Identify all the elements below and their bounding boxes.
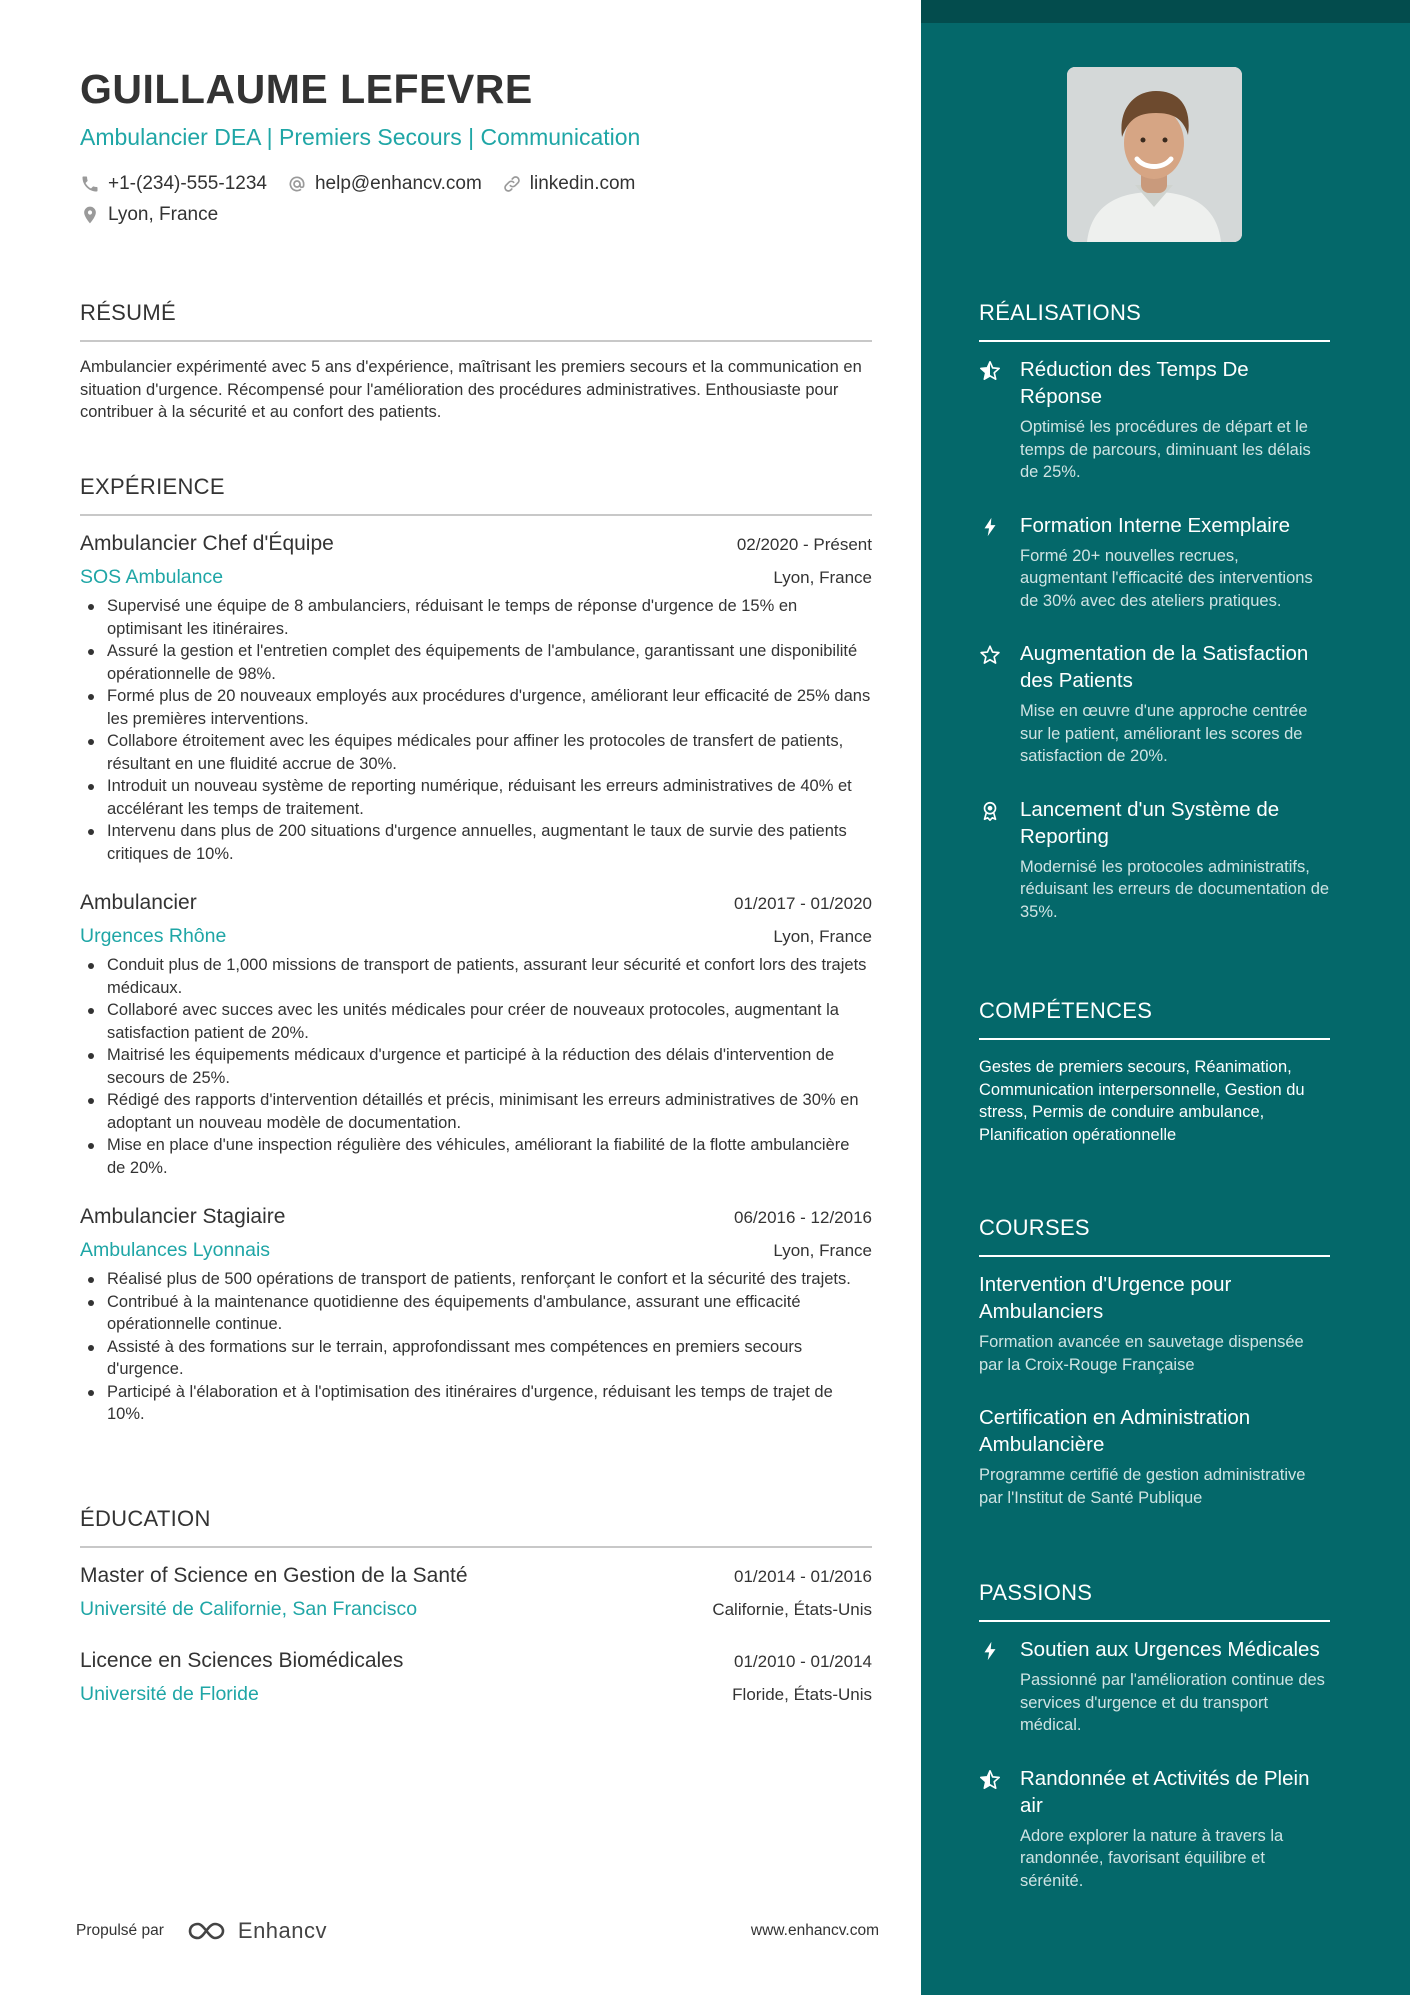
courses-title: COURSES: [979, 1215, 1330, 1257]
achievement-title: Formation Interne Exemplaire: [1020, 513, 1291, 537]
link-icon: [502, 174, 522, 194]
passion-desc: Adore explorer la nature à travers la randonnée, favorisant équilibre et sérénité.: [1020, 1826, 1284, 1890]
summary-title: RÉSUMÉ: [80, 300, 872, 342]
course-desc: Formation avancée en sauvetage dispensée par la Croix-Rouge Française: [979, 1333, 1304, 1374]
award-icon: [979, 800, 1001, 822]
achievement-title: Réduction des Temps De Réponse: [1020, 358, 1249, 408]
skills-title: COMPÉTENCES: [979, 998, 1330, 1040]
contact-info: [80, 170, 880, 232]
achievement-item: [979, 512, 1330, 613]
contact-location: [80, 204, 218, 226]
phone-text: +1-(234)-555-1234: [108, 173, 267, 194]
job-date: 02/2020 - Présent: [736, 535, 872, 554]
degree-date: 01/2010 - 01/2014: [733, 1652, 872, 1671]
job-company: Urgences Rhône: [80, 925, 227, 947]
email-text: help@enhancv.com: [314, 173, 482, 194]
enhancv-logo-icon: [184, 1919, 230, 1943]
passion-item: [979, 1765, 1330, 1893]
bullet-item: Introduit un nouveau système de reporting numérique, réduisant les erreurs administratives de 40% et accélérant les temps de traitement.: [80, 775, 872, 820]
course-item: [979, 1404, 1330, 1509]
achievement-item: [979, 356, 1330, 484]
achievement-desc: Optimisé les procédures de départ et le temps de parcours, diminuant les délais de 25%.: [1020, 418, 1311, 481]
star-half-icon: [979, 360, 1001, 382]
sidebar-top-band: [921, 0, 1410, 23]
education-section: [80, 1506, 872, 1706]
job-location: Lyon, France: [773, 927, 872, 946]
passions-title: PASSIONS: [979, 1580, 1330, 1622]
passion-item: [979, 1636, 1330, 1737]
course-desc: Programme certifié de gestion administrative par l'Institut de Santé Publique: [979, 1466, 1306, 1507]
powered-by: [76, 1918, 327, 1944]
bullet-item: Participé à l'élaboration et à l'optimisation des itinéraires d'urgence, réduisant les temps de trajet de 10%.: [80, 1381, 872, 1426]
achievement-title: Augmentation de la Satisfaction des Patients: [1020, 642, 1309, 692]
achievement-item: [979, 796, 1330, 924]
bullet-item: Collaboré avec succes avec les unités médicales pour créer de nouveaux protocoles, augmentant la satisfaction patient de 20%.: [80, 999, 872, 1044]
passion-title: Randonnée et Activités de Plein air: [1020, 1766, 1310, 1817]
school-name: Université de Californie, San Francisco: [80, 1598, 418, 1620]
experience-title: EXPÉRIENCE: [80, 474, 872, 516]
bullet-item: Conduit plus de 1,000 missions de transport de patients, assurant leur sécurité et confort lors des trajets médicaux.: [80, 954, 872, 999]
bolt-icon: [979, 516, 1001, 538]
footer: [76, 1911, 879, 1951]
job-entry: [80, 891, 872, 1179]
school-name: Université de Floride: [80, 1683, 259, 1705]
job-title: Ambulancier Chef d'Équipe: [80, 532, 334, 555]
bullet-item: Assuré la gestion et l'entretien complet des équipements de l'ambulance, garantissant une disponibilité opérationnelle de 98%.: [80, 640, 872, 685]
job-location: Lyon, France: [773, 568, 872, 587]
job-bullets: [80, 595, 872, 865]
bullet-item: Collabore étroitement avec les équipes médicales pour affiner les protocoles de transfert de patients, résultant en une fluidité accrue de 30%.: [80, 730, 872, 775]
profile-photo-image: [1067, 67, 1242, 242]
job-entry: [80, 532, 872, 865]
course-item: [979, 1271, 1330, 1376]
passions-section: [979, 1580, 1330, 1892]
job-bullets: [80, 954, 872, 1179]
job-entry: [80, 1205, 872, 1426]
bullet-item: Contribué à la maintenance quotidienne des équipements d'ambulance, assurant une efficacité opérationnelle continue.: [80, 1291, 872, 1336]
achievement-item: [979, 640, 1330, 768]
website-link[interactable]: www.enhancv.com: [750, 1922, 879, 1939]
powered-by-label: Propulsé par: [76, 1922, 164, 1939]
job-date: 06/2016 - 12/2016: [733, 1208, 872, 1227]
job-title: Ambulancier Stagiaire: [80, 1205, 286, 1228]
bullet-item: Intervenu dans plus de 200 situations d'urgence annuelles, augmentant le taux de survie des patients critiques de 10%.: [80, 820, 872, 865]
candidate-name: GUILLAUME LEFEVRE: [80, 66, 533, 112]
contact-phone: [80, 173, 267, 195]
star-half-icon: [979, 1769, 1001, 1791]
contact-email[interactable]: [287, 173, 482, 195]
education-entry: [80, 1649, 872, 1706]
headline: Ambulancier DEA | Premiers Secours | Communication: [80, 124, 641, 150]
school-location: Floride, États-Unis: [732, 1685, 872, 1704]
job-bullets: [80, 1268, 872, 1426]
school-location: Californie, États-Unis: [712, 1600, 872, 1619]
job-company: SOS Ambulance: [80, 566, 224, 588]
star-outline-icon: [979, 644, 1001, 666]
degree-title: Licence en Sciences Biomédicales: [80, 1649, 404, 1672]
link-text: linkedin.com: [529, 173, 636, 194]
profile-photo: [1067, 67, 1242, 242]
summary-text: Ambulancier expérimenté avec 5 ans d'expérience, maîtrisant les premiers secours et la communication en situation d'urgence. Récompensé pour l'amélioration des procédures administratives. Enthousiaste pour contribuer à la sécurité et au confort des patients.: [80, 358, 862, 421]
job-title: Ambulancier: [80, 891, 197, 914]
achievement-desc: Mise en œuvre d'une approche centrée sur le patient, améliorant les scores de satisfaction de 20%.: [1020, 702, 1308, 765]
summary-section: [80, 300, 872, 424]
achievements-section: [979, 300, 1330, 923]
degree-date: 01/2014 - 01/2016: [733, 1567, 872, 1586]
job-company: Ambulances Lyonnais: [80, 1239, 271, 1261]
education-entry: [80, 1564, 872, 1621]
contact-link[interactable]: [502, 173, 636, 195]
education-title: ÉDUCATION: [80, 1506, 872, 1548]
location-pin-icon: [80, 205, 100, 225]
achievements-title: RÉALISATIONS: [979, 300, 1330, 342]
bullet-item: Supervisé une équipe de 8 ambulanciers, réduisant le temps de réponse d'urgence de 15% en optimisant les itinéraires.: [80, 595, 872, 640]
bullet-item: Formé plus de 20 nouveaux employés aux procédures d'urgence, améliorant leur efficacité de 25% dans les premières interventions.: [80, 685, 872, 730]
achievement-desc: Modernisé les protocoles administratifs, réduisant les erreurs de documentation de 35%.: [1020, 857, 1330, 921]
course-title: Intervention d'Urgence pour Ambulanciers: [979, 1273, 1232, 1323]
phone-icon: [80, 174, 100, 194]
enhancv-logo[interactable]: [184, 1918, 327, 1944]
passion-desc: Passionné par l'amélioration continue des services d'urgence et du transport médical.: [1020, 1671, 1325, 1734]
sidebar: [921, 0, 1410, 1995]
skills-text: Gestes de premiers secours, Réanimation, Communication interpersonnelle, Gestion du stress, Permis de conduire ambulance, Planification opérationnelle: [979, 1058, 1305, 1144]
at-icon: [287, 174, 307, 194]
job-date: 01/2017 - 01/2020: [733, 894, 872, 913]
bullet-item: Maitrisé les équipements médicaux d'urgence et participé à la réduction des délais d'intervention de secours de 25%.: [80, 1044, 872, 1089]
courses-section: [979, 1215, 1330, 1509]
bullet-item: Rédigé des rapports d'intervention détaillés et précis, minimisant les erreurs administratives de 30% en adoptant un nouveau modèle de documentation.: [80, 1089, 872, 1134]
skills-section: [979, 998, 1330, 1146]
bullet-item: Assisté à des formations sur le terrain, approfondissant mes compétences en premiers secours d'urgence.: [80, 1336, 872, 1381]
brand-name: Enhancv: [237, 1918, 328, 1943]
experience-section: [80, 474, 872, 1426]
bullet-item: Réalisé plus de 500 opérations de transport de patients, renforçant le confort et la sécurité des trajets.: [80, 1268, 872, 1291]
degree-title: Master of Science en Gestion de la Santé: [80, 1564, 468, 1587]
bolt-icon: [979, 1640, 1001, 1662]
achievement-desc: Formé 20+ nouvelles recrues, augmentant l'efficacité des interventions de 30% avec des ateliers pratiques.: [1020, 546, 1313, 610]
location-text: Lyon, France: [108, 204, 219, 225]
achievement-title: Lancement d'un Système de Reporting: [1020, 797, 1280, 848]
job-location: Lyon, France: [773, 1241, 872, 1260]
course-title: Certification en Administration Ambulancière: [979, 1406, 1251, 1456]
bullet-item: Mise en place d'une inspection régulière des véhicules, améliorant la fiabilité de la flotte ambulancière de 20%.: [80, 1134, 872, 1179]
passion-title: Soutien aux Urgences Médicales: [1020, 1638, 1320, 1661]
